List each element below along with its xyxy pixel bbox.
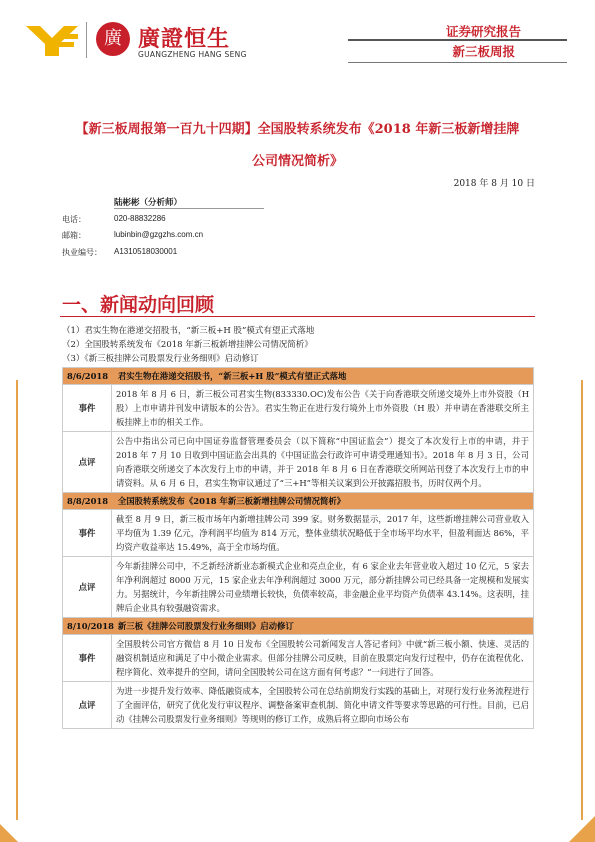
comment-label: 点评 [63,432,112,493]
email-label: 邮箱： [62,231,86,240]
news-header-row [63,493,534,510]
event-label: 事件 [63,635,112,682]
news-event-row [63,385,534,432]
page-corner-decoration [0,824,18,842]
report-title-line-2: 公司情况简析》 [251,154,343,169]
report-title [40,114,555,178]
news-date: 8/8/2018 [67,496,109,506]
news-header [63,618,534,635]
event-text: 全国股转公司官方微信 8 月 10 日发布《全国股转公司新闻发言人答记者问》中就“新三板小额、快速、灵活的融资机制适应和满足了中小微企业需求。但部分挂牌公司反映，目前在股票定向发行过程中，仍存在流程优化、程序简化、效率提升的空间，请问全国股转公司在这方面有何考虑？”一问进行了回答。 [112,635,534,682]
page-corner-decoration [569,816,595,842]
report-subtype: 新三板周报 [452,44,515,59]
section-divider [60,316,535,317]
news-comment-row [63,682,534,729]
analyst-divider [114,208,264,209]
event-text: 2018 年 8 月 6 日，新三板公司君实生物(833330.OC)发布公告《关于向香港联交所递交境外上市外资股（H 股）上市申请并刊发申请版本的公告》。君实生物正在进行发行境外上市外资股（H 股）并申请在香港联交所主板挂牌上市的相关工作。 [112,385,534,432]
report-type: 证券研究报告 [445,24,521,39]
news-header [63,493,534,510]
event-label: 事件 [63,510,112,557]
license-label: 执业编号： [62,248,102,257]
brand-seal-icon: 廣 [96,22,130,56]
toc-item[interactable]: （1）君实生物在港递交招股书，“新三板+H 股”模式有望正式落地 [62,326,315,336]
news-date: 8/6/2018 [67,371,109,381]
license-value: A1310518030001 [114,247,178,256]
phone-value: 020-88832286 [114,214,166,223]
phone-label: 电话： [62,215,86,224]
comment-text: 为进一步提升发行效率、降低融资成本，全国股转公司在总结前期发行实践的基础上，对现行发行业务流程进行了全面评估，研究了优化发行审议程序、调整备案审查机制、简化申请文件等要求等思路的可行性。目前，已启动《挂牌公司股票发行业务细则》等规则的修订工作，成熟后将立即向市场公布 [112,682,534,729]
header-divider-2 [348,62,567,63]
news-header-row [63,368,534,385]
report-date: 2018 年 8 月 10 日 [453,179,535,189]
news-date: 8/10/2018 [67,621,114,631]
page-edge-decoration [16,380,18,820]
news-event-row [63,510,534,557]
news-headline: 君实生物在港递交招股书，“新三板+H 股”模式有望正式落地 [117,371,347,381]
section-title: 一、新闻动向回顾 [62,294,215,316]
header-divider [348,39,567,41]
news-comment-row [63,432,534,493]
news-comment-row [63,557,534,618]
logo-divider [86,22,87,58]
news-headline: 新三板《挂牌公司股票发行业务细则》启动修订 [117,621,294,631]
comment-text: 今年新挂牌公司中，不乏新经济新业态新模式企业和亮点企业，有 6 家企业去年营业收入超过 10 亿元，5 家去年净利润超过 8000 万元，15 家企业去年净利润超过 3000 万元，部分新挂牌公司已经具备一定规模和发展实力。另据统计，今年新挂牌公司业绩增长较快，负债率较高，非金融企业平均资产负债率 43.14%。这表明，挂牌后企业具有较强融资需求。 [112,557,534,618]
comment-text: 公告中指出公司已向中国证券监督管理委员会（以下简称“中国证监会”）提交了本次发行上市的申请，并于 2018 年 7 月 10 日收到中国证监会出具的《中国证监会行政许可申请受理通知书》。2018 年 8 月 3 日，公司向香港联交所递交了本次发行上市的申请，并于 2018 年 8 月 6 日在香港联交所网站刊登了本次发行上市的申请资料。从 6 月 6 日，君实生物审议通过了“三+H”等相关议案到公开披露招股书，历时仅两个月。 [112,432,534,493]
news-header [63,368,534,385]
email-value[interactable]: lubinbin@gzgzhs.com.cn [114,230,204,239]
brand-name-en: GUANGZHENG HANG SENG [138,50,247,59]
event-label: 事件 [63,385,112,432]
page-edge-decoration [581,380,583,820]
news-event-row [63,635,534,682]
brand-name-cn: 廣證恒生 [138,27,231,52]
brand-logo-icon [26,22,80,58]
analyst-name: 陆彬彬（分析师） [114,198,183,208]
news-toc [62,324,314,366]
news-table [62,367,534,729]
event-text: 截至 8 月 9 日，新三板市场年内新增挂牌公司 399 家。财务数据显示，2017 年，这些新增挂牌公司营业收入平均值为 1.39 亿元，净利润平均值为 814 万元，整体业绩状况略低于全市场平均水平，但盈利面达 86%，平均资产收益率达 15.49%，高于全市场均值。 [112,510,534,557]
report-title-line-1: 【新三板周报第一百九十四期】全国股转系统发布《2018 年新三板新增挂牌 [75,122,520,137]
news-header-row [63,618,534,635]
toc-item[interactable]: （3）《新三板挂牌公司股票发行业务细则》启动修订 [62,354,259,364]
comment-label: 点评 [63,682,112,729]
news-headline: 全国股转系统发布《2018 年新三板新增挂牌公司情况简析》 [117,496,346,506]
toc-item[interactable]: （2）全国股转系统发布《2018 年新三板新增挂牌公司情况简析》 [62,340,313,350]
comment-label: 点评 [63,557,112,618]
